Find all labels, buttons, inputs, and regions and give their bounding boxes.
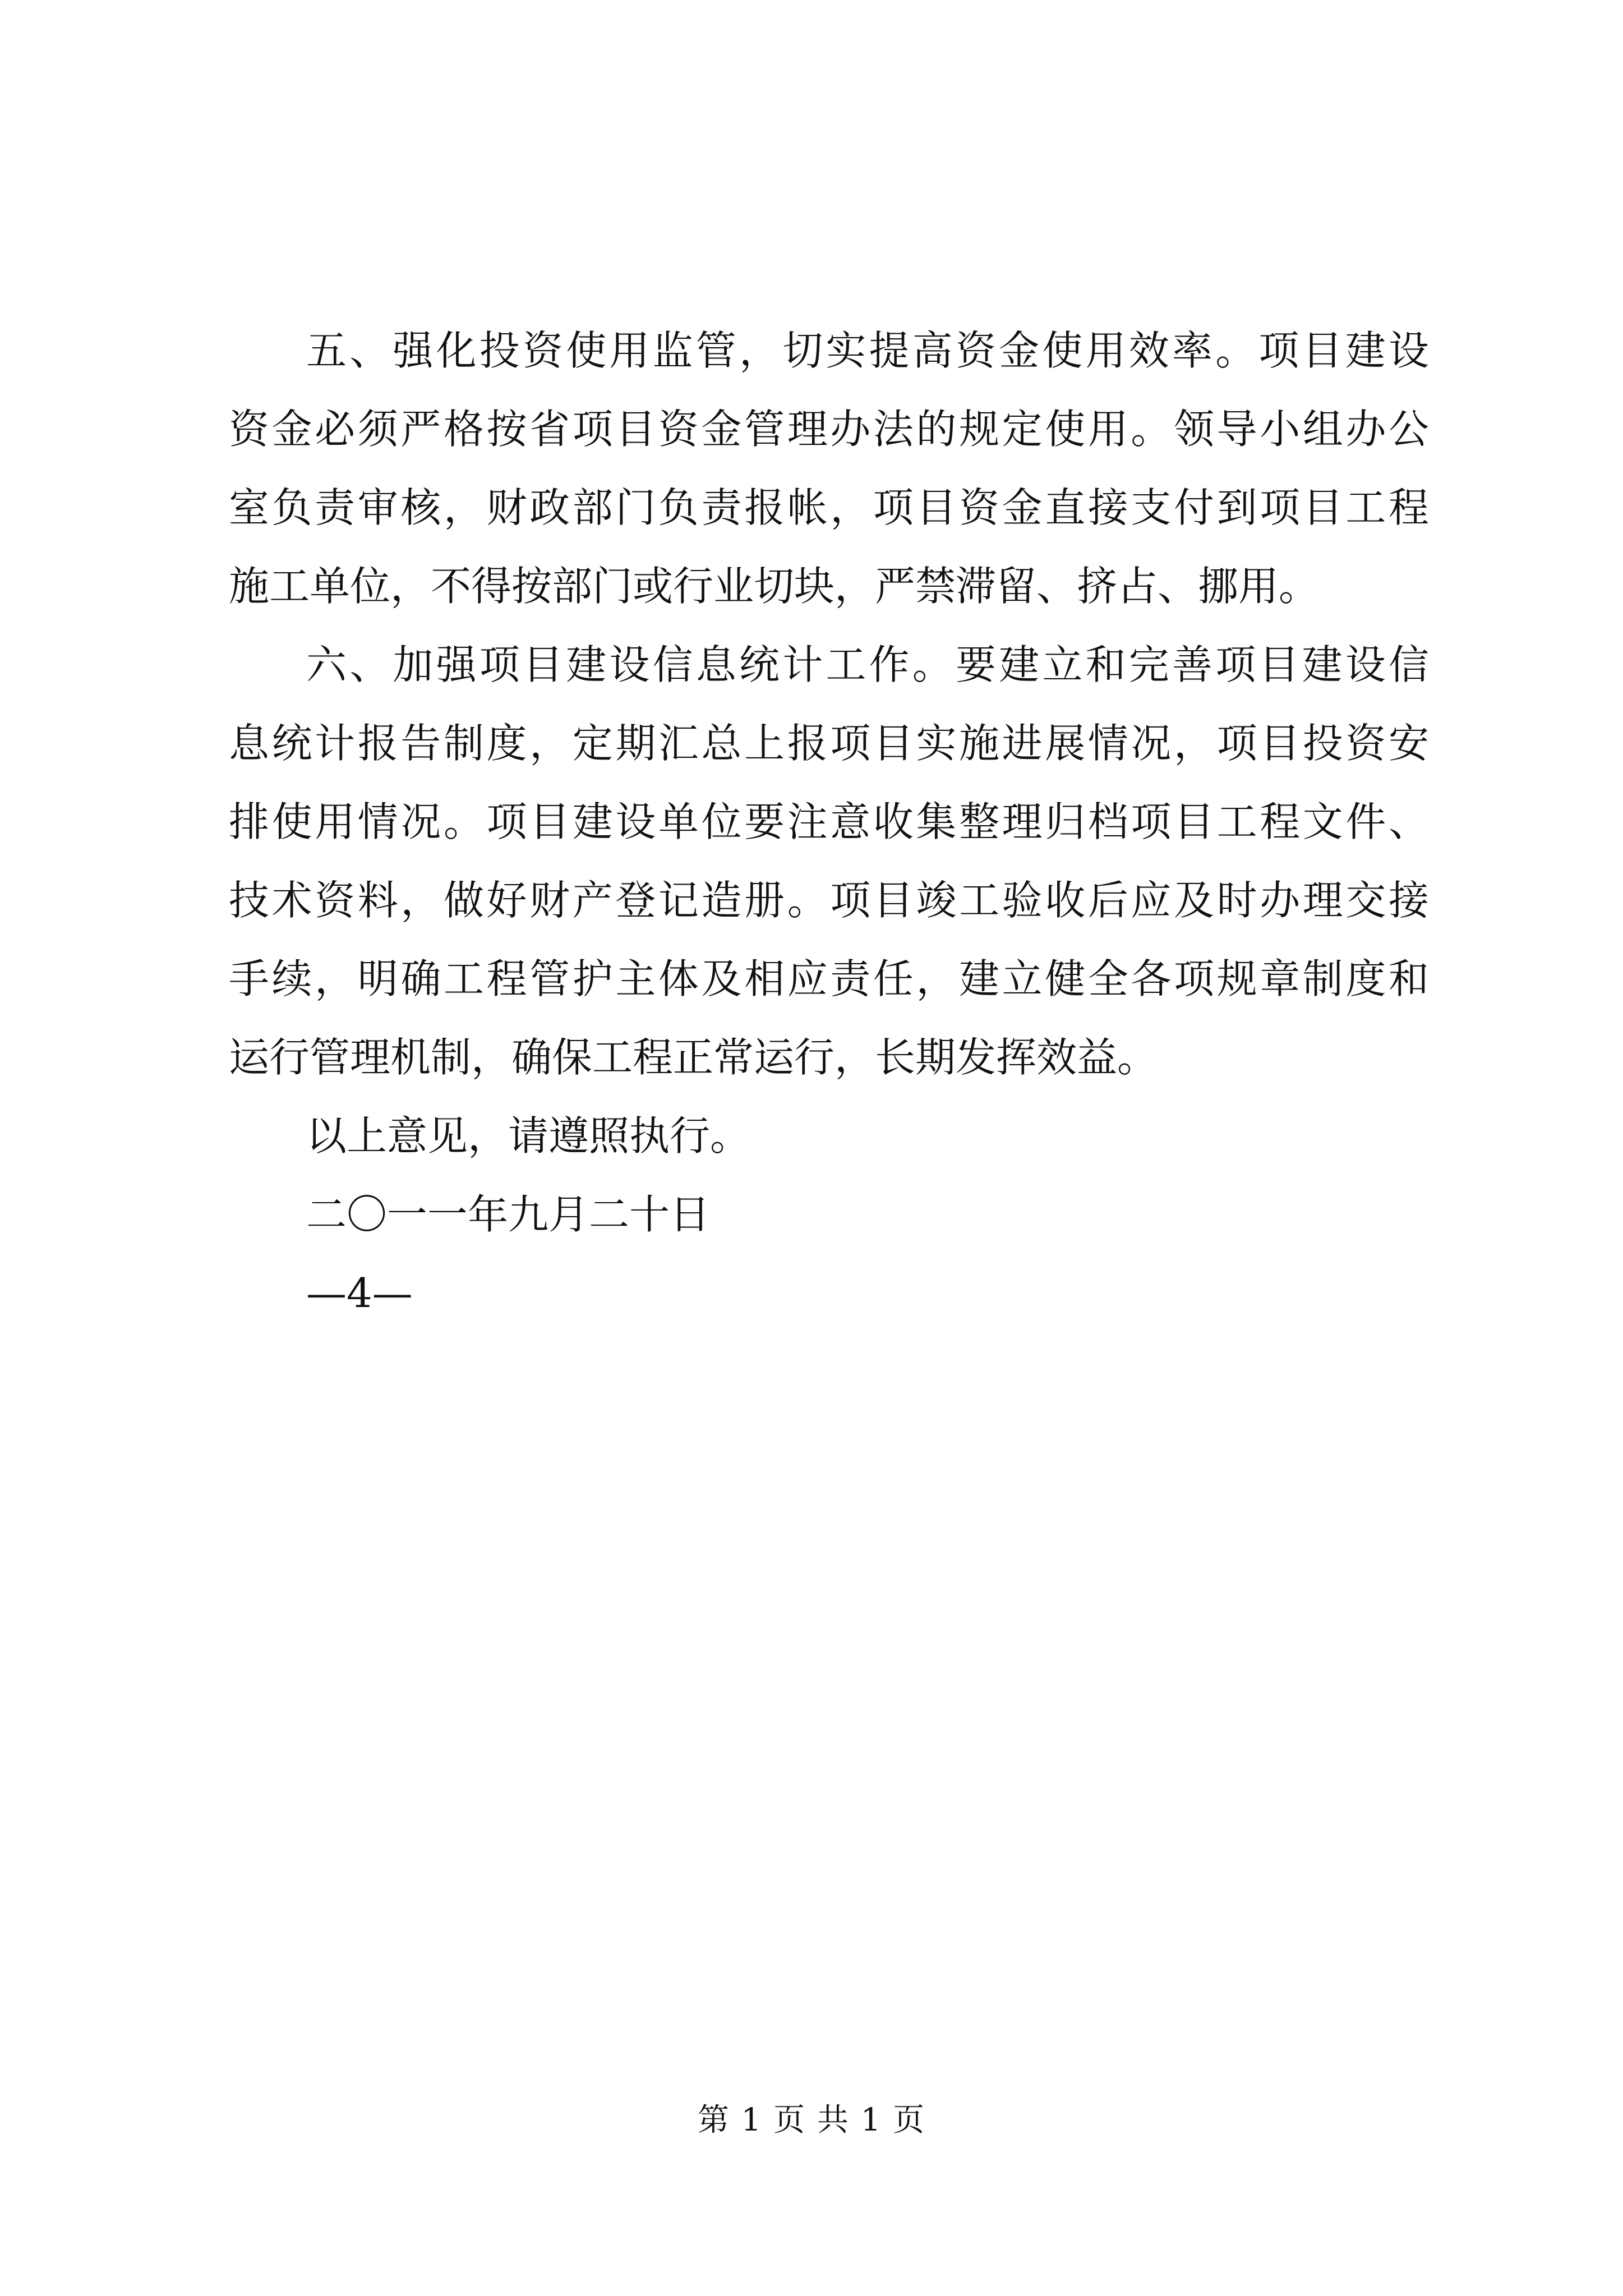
paragraph-line: 五、强化投资使用监管，切实提高资金使用效率。项目建设 [306, 327, 1429, 374]
page-footer: 第 1 页 共 1 页 [697, 2102, 926, 2138]
paragraph-line: 六、加强项目建设信息统计工作。要建立和完善项目建设信 [306, 641, 1429, 688]
paragraph-line: 息统计报告制度，定期汇总上报项目实施进展情况，项目投资安 [229, 720, 1429, 767]
document-date: 二〇一一年九月二十日 [306, 1191, 711, 1238]
paragraph-line: 运行管理机制，确保工程正常运行，长期发挥效益。 [229, 1034, 1158, 1081]
paragraph-line: 室负责审核，财政部门负责报帐，项目资金直接支付到项目工程 [229, 484, 1429, 531]
paragraph-line: 手续，明确工程管护主体及相应责任，建立健全各项规章制度和 [229, 955, 1429, 1002]
paragraph-line: 施工单位，不得按部门或行业切块，严禁滞留、挤占、挪用。 [229, 563, 1320, 610]
closing-line: 以上意见，请遵照执行。 [306, 1112, 751, 1159]
paragraph-line: 资金必须严格按省项目资金管理办法的规定使用。领导小组办公 [229, 406, 1429, 453]
paragraph-line: 技术资料，做好财产登记造册。项目竣工验收后应及时办理交接 [229, 877, 1429, 924]
page-marker: —4— [306, 1269, 413, 1317]
paragraph-line: 排使用情况。项目建设单位要注意收集整理归档项目工程文件、 [229, 798, 1429, 845]
